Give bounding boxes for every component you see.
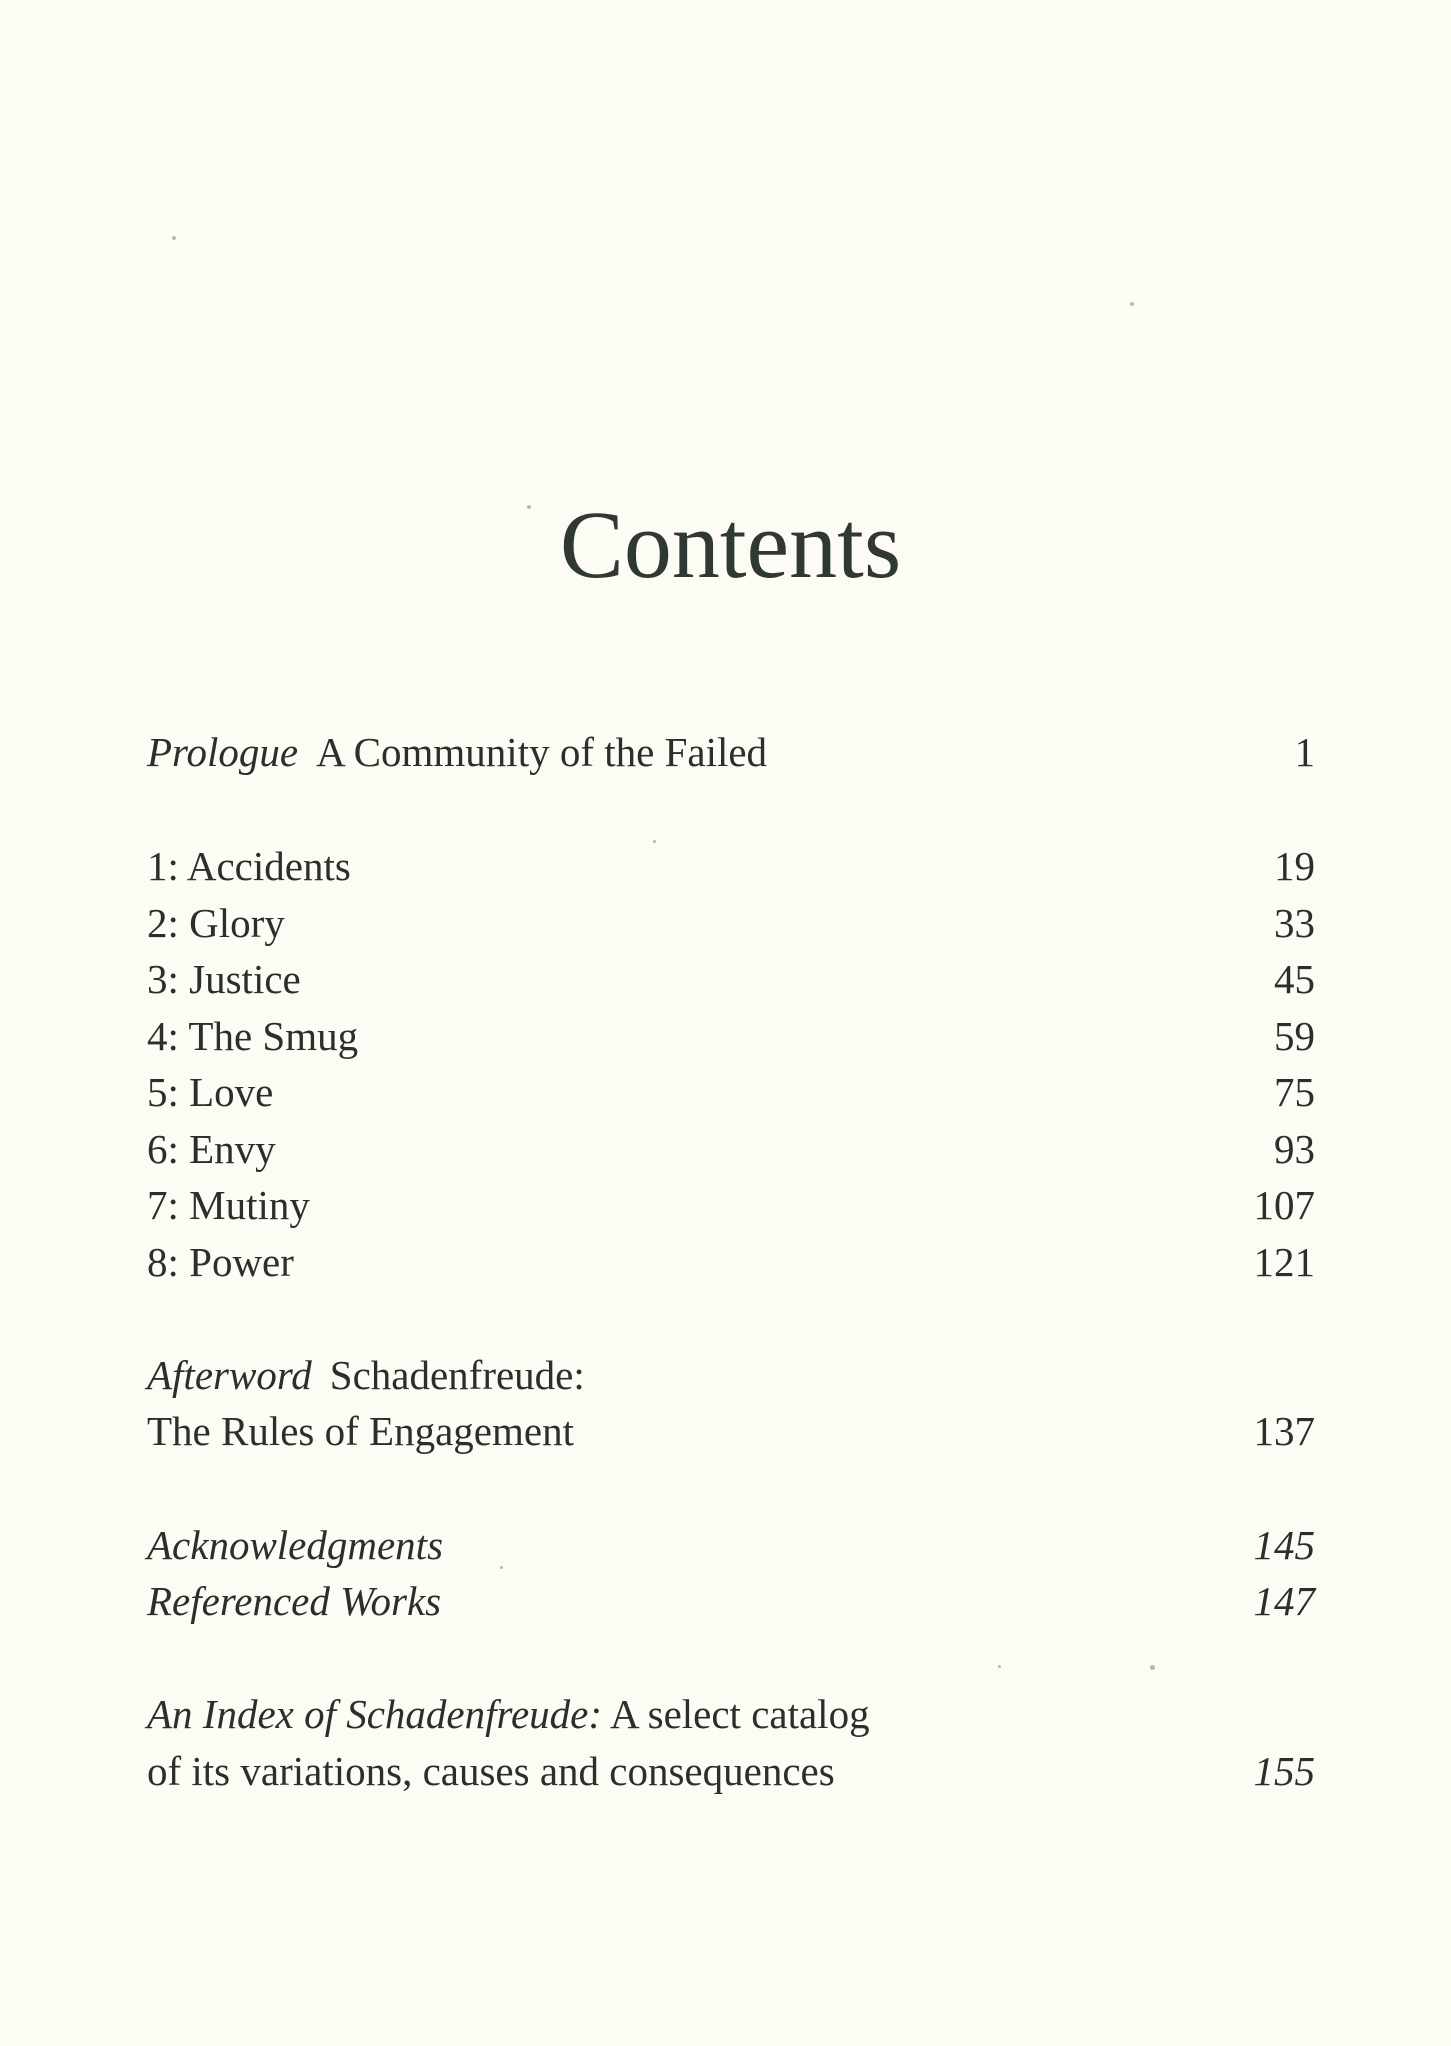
- chapter-title: 4: The Smug: [147, 1013, 359, 1059]
- toc-entry-afterword: [147, 1347, 1315, 1403]
- toc-entry-acknowledgments: [147, 1517, 1315, 1573]
- index-title-line2: of its variations, causes and consequences: [147, 1748, 835, 1794]
- index-italic-label: An Index of Schadenfreude:: [147, 1691, 603, 1737]
- scan-speck: [500, 1566, 503, 1569]
- toc-page-number: 147: [1253, 1578, 1315, 1624]
- toc-entry-chapter: [147, 1008, 1315, 1064]
- toc-page-number: 121: [1253, 1239, 1315, 1285]
- chapter-title: 1: Accidents: [147, 843, 351, 889]
- prologue-italic-label: Prologue: [147, 729, 299, 775]
- toc-entry-chapter: [147, 1064, 1315, 1120]
- toc-page-number: 59: [1274, 1013, 1315, 1059]
- scan-speck: [527, 505, 531, 509]
- scan-speck: [1130, 302, 1134, 306]
- afterword-title-line1: Schadenfreude:: [329, 1352, 585, 1398]
- toc-entry-index-continued: [147, 1743, 1315, 1799]
- scan-speck: [998, 1665, 1001, 1668]
- chapter-title: 5: Love: [147, 1069, 274, 1115]
- toc-page-number: 107: [1253, 1182, 1315, 1228]
- toc-page-number: 45: [1274, 956, 1315, 1002]
- scan-speck: [653, 840, 656, 843]
- afterword-title-line2: The Rules of Engagement: [147, 1408, 574, 1454]
- toc-page-number: 93: [1274, 1126, 1315, 1172]
- toc-page-number: 1: [1294, 729, 1315, 775]
- chapter-title: 7: Mutiny: [147, 1182, 310, 1228]
- scan-speck: [1150, 1665, 1155, 1670]
- prologue-title: A Community of the Failed: [316, 729, 768, 775]
- index-title-line1: A select catalog: [610, 1691, 870, 1737]
- back-matter-title: Referenced Works: [147, 1578, 442, 1624]
- toc-entry-label: [147, 1347, 585, 1403]
- chapter-title: 6: Envy: [147, 1126, 276, 1172]
- toc-entry-afterword-continued: [147, 1403, 1315, 1459]
- afterword-italic-label: Afterword: [147, 1352, 312, 1398]
- toc-entry-referenced-works: [147, 1573, 1315, 1629]
- back-matter-title: Acknowledgments: [147, 1522, 444, 1568]
- scan-speck: [172, 236, 176, 240]
- page-title: Contents: [559, 491, 902, 598]
- toc-page-number: 33: [1274, 900, 1315, 946]
- toc-entry-label: [147, 724, 767, 780]
- toc-page-number: 75: [1274, 1069, 1315, 1115]
- toc-entry-label: [147, 1686, 870, 1742]
- toc-entry-prologue: [147, 724, 1315, 780]
- toc-page-number: 155: [1253, 1748, 1315, 1794]
- toc-entry-index: [147, 1686, 1315, 1742]
- toc-entry-chapter: [147, 951, 1315, 1007]
- toc-entry-chapter: [147, 1234, 1315, 1290]
- chapter-title: 3: Justice: [147, 956, 301, 1002]
- toc-entry-chapter: [147, 1177, 1315, 1233]
- toc-entry-chapter: [147, 895, 1315, 951]
- chapter-title: 2: Glory: [147, 900, 285, 946]
- toc-page-number: 145: [1253, 1522, 1315, 1568]
- toc-entry-chapter: [147, 838, 1315, 894]
- toc-entry-chapter: [147, 1121, 1315, 1177]
- chapter-title: 8: Power: [147, 1239, 294, 1285]
- toc-page-number: 19: [1274, 843, 1315, 889]
- toc-page-number: 137: [1253, 1408, 1315, 1454]
